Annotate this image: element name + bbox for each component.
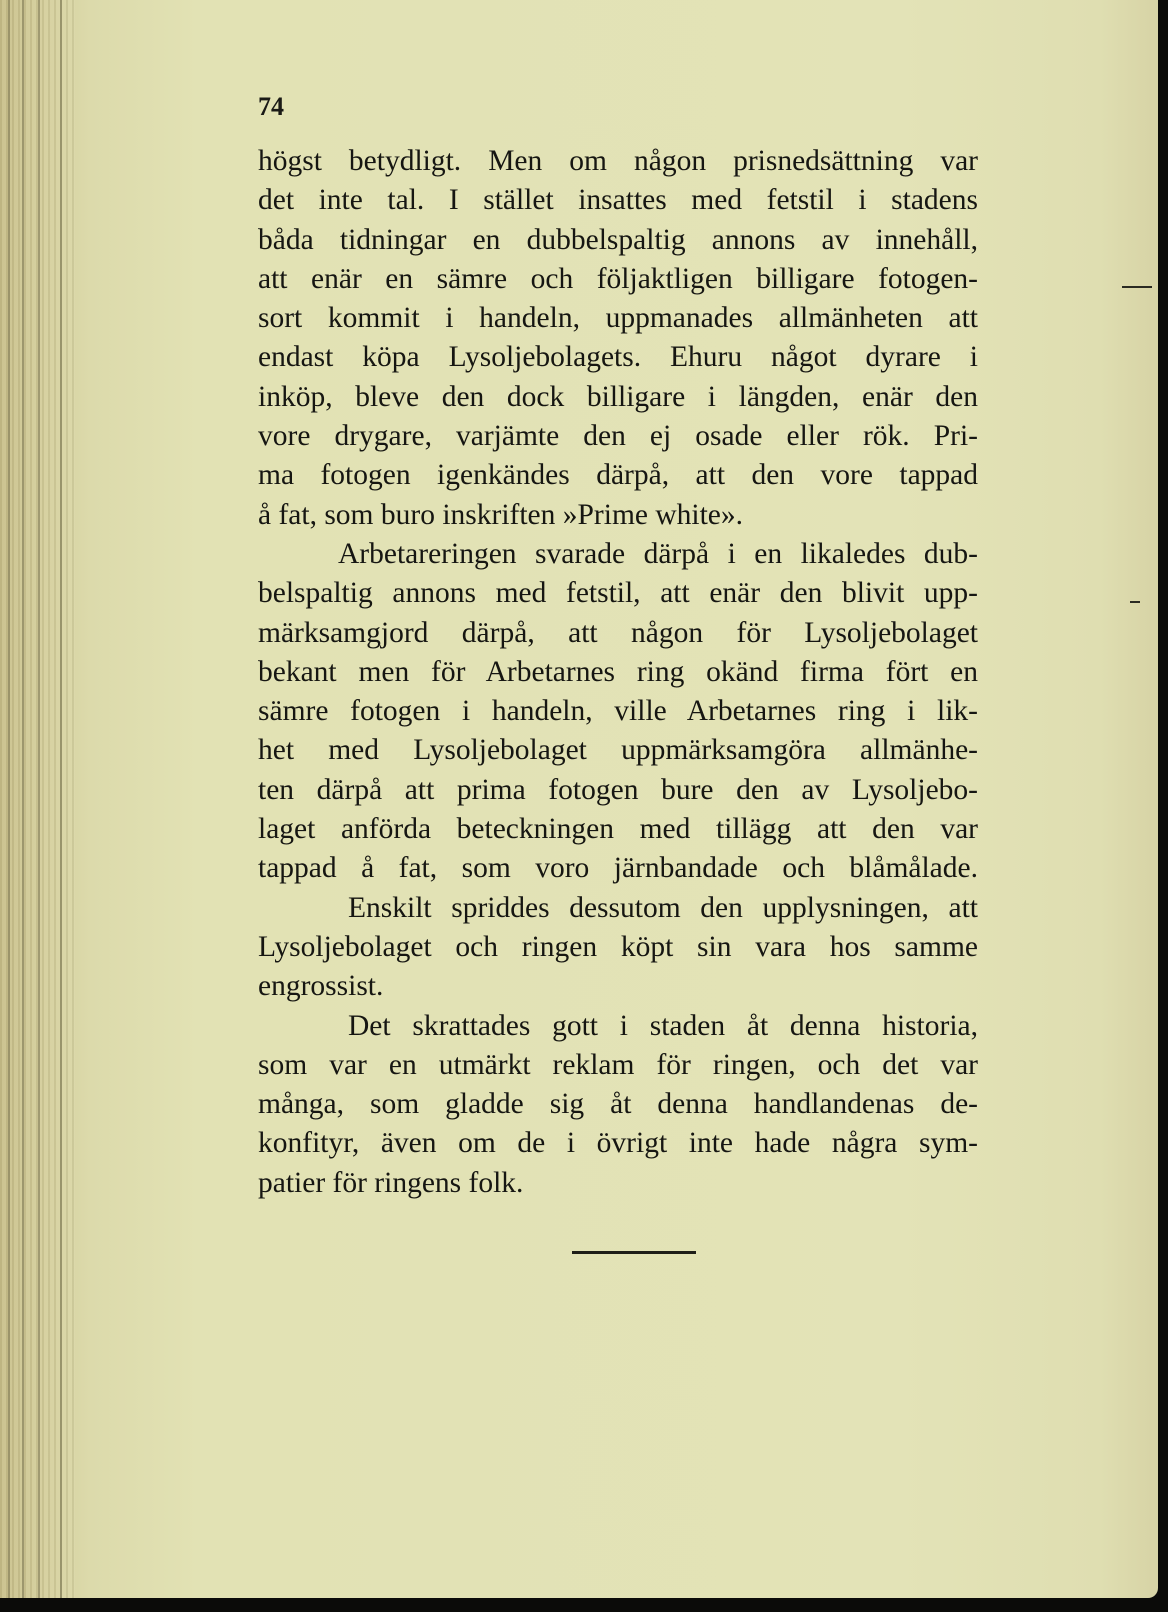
text-line: endast köpa Lysoljebolagets. Ehuru något dyrare i	[258, 341, 978, 374]
margin-mark	[1122, 286, 1152, 288]
gutter-line	[38, 0, 40, 1598]
section-end-rule	[572, 1251, 696, 1254]
page-number: 74	[258, 92, 284, 121]
text-line: vore drygare, varjämte den ej osade eller rök. Pri-	[258, 420, 978, 453]
text-line: inköp, bleve den dock billigare i längden, enär den	[258, 380, 978, 413]
text-line: märksamgjord därpå, att någon för Lysoljebolaget	[258, 616, 978, 649]
text-line: ten därpå att prima fotogen bure den av Lysoljebo-	[258, 773, 978, 806]
text-line: det inte tal. I stället insattes med fetstil i stadens	[258, 184, 978, 217]
text-line: ma fotogen igenkändes därpå, att den vore tappad	[258, 459, 978, 492]
margin-mark	[1130, 601, 1140, 603]
gutter-line	[60, 0, 62, 1598]
text-line: högst betydligt. Men om någon prisnedsättning var	[258, 145, 978, 177]
text-line: belspaltig annons med fetstil, att enär den blivit upp-	[258, 577, 978, 610]
text-line: bekant men för Arbetarnes ring okänd firma fört en	[258, 655, 978, 688]
text-line: engrossist.	[258, 970, 384, 1003]
text-line: Enskilt spriddes dessutom den upplysningen, att	[348, 891, 978, 924]
text-line: som var en utmärkt reklam för ringen, och det var	[258, 1048, 978, 1081]
text-line: tappad å fat, som voro järnbandade och blåmålade.	[258, 852, 978, 885]
text-line: laget anförda beteckningen med tillägg att den var	[258, 813, 978, 846]
text-line: sämre fotogen i handeln, ville Arbetarnes ring i lik-	[258, 695, 978, 728]
body-text	[258, 142, 978, 1203]
text-line: konfityr, även om de i övrigt inte hade några sym-	[258, 1127, 978, 1160]
paragraph-3	[258, 889, 978, 1007]
text-line: patier för ringens folk.	[258, 1166, 524, 1199]
text-line: het med Lysoljebolaget uppmärksamgöra allmänhe-	[258, 734, 978, 767]
paragraph-2	[258, 535, 978, 889]
paragraph-4	[258, 1007, 978, 1203]
text-line: Arbetareringen svarade därpå i en likaledes dub-	[338, 537, 978, 570]
text-line: Lysoljebolaget och ringen köpt sin vara hos samme	[258, 930, 978, 963]
paragraph-1	[258, 142, 978, 535]
text-line: sort kommit i handeln, uppmanades allmänheten att	[258, 302, 978, 335]
text-line: många, som gladde sig åt denna handlandenas de-	[258, 1088, 978, 1121]
text-line: att enär en sämre och följaktligen billigare fotogen-	[258, 262, 978, 295]
text-line: båda tidningar en dubbelspaltig annons av innehåll,	[258, 223, 978, 256]
gutter-line	[22, 0, 24, 1598]
text-line: Det skrattades gott i staden åt denna historia,	[348, 1009, 978, 1042]
text-line: å fat, som buro inskriften »Prime white».	[258, 498, 744, 531]
gutter-line	[8, 0, 10, 1598]
